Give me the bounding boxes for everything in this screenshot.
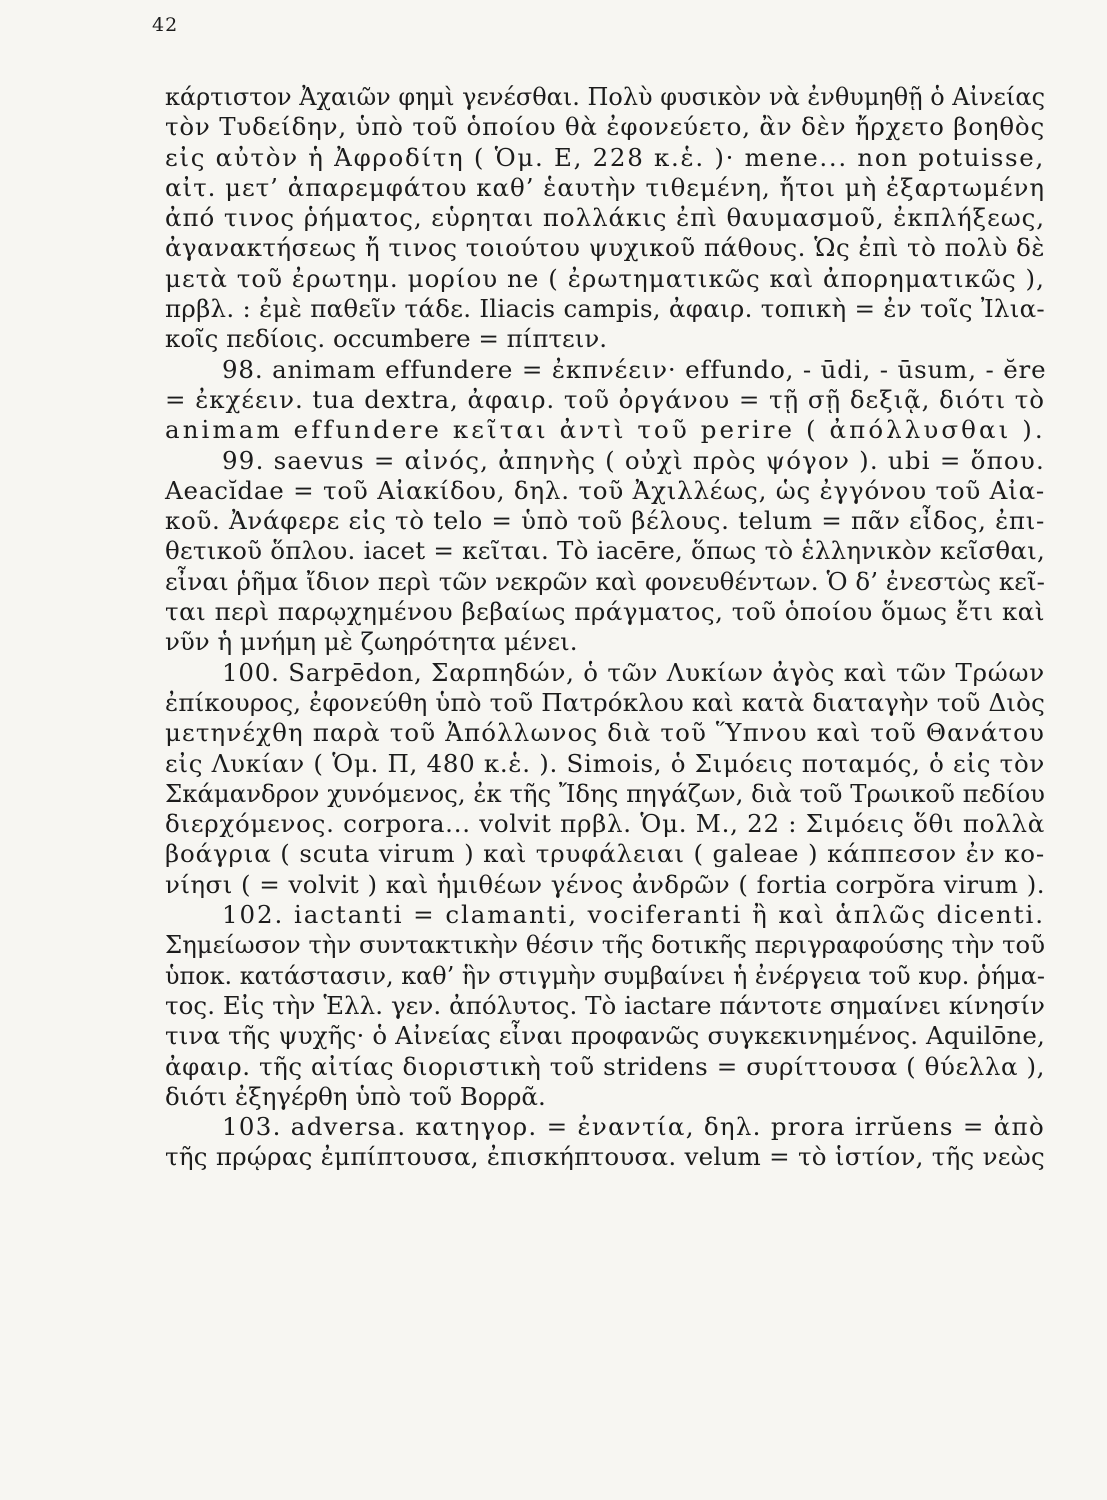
text-line: κάρτιστον Ἀχαιῶν φημὶ γενέσθαι. Πολὺ φυσικὸν νὰ ἐνθυμηθῇ ὁ Αἰνείας	[165, 82, 1045, 111]
text-line: τὸν Τυδείδην, ὑπὸ τοῦ ὁποίου θὰ ἐφονεύετο, ἂν δὲν ἤρχετο βοηθὸς	[165, 112, 1045, 142]
text-line: τῆς πρῴρας ἐμπίπτουσα, ἐπισκήπτουσα. velum = τὸ ἱστίον, τῆς νεὼς	[165, 1142, 1045, 1172]
text-line: νίησι ( = volvit ) καὶ ἡμιθέων γένος ἀνδρῶν ( fortia corpŏra virum ).	[165, 869, 1045, 899]
text-line: κοῖς πεδίοις. occumbere = πίπτειν.	[165, 324, 608, 354]
text-line: διερχόμενος. corpora... volvit πρβλ. Ὁμ. Μ., 22 : Σιμόεις ὅθι πολλὰ	[165, 809, 1045, 839]
text-line: εἶναι ῥῆμα ἴδιον περὶ τῶν νεκρῶν καὶ φονευθέντων. Ὁ δ’ ἐνεστὼς κεῖ-	[165, 566, 1045, 596]
text-line: εἰς αὐτὸν ἡ Ἀφροδίτη ( Ὁμ. Ε, 228 κ.ἑ. )· mene... non potuisse,	[165, 142, 1045, 172]
text-line: μετηνέχθη παρὰ τοῦ Ἀπόλλωνος διὰ τοῦ Ὕπνου καὶ τοῦ Θανάτου	[165, 718, 1045, 748]
text-line: Σημείωσον τὴν συντακτικὴν θέσιν τῆς δοτικῆς περιγραφούσης τὴν τοῦ	[165, 930, 1045, 960]
text-line: ὑποκ. κατάστασιν, καθ’ ἣν στιγμὴν συμβαίνει ἡ ἐνέργεια τοῦ κυρ. ῥήμα-	[165, 960, 1045, 990]
text-line: Aeacĭdae = τοῦ Αἰακίδου, δηλ. τοῦ Ἀχιλλέως, ὡς ἐγγόνου τοῦ Αἰα-	[165, 475, 1045, 505]
paragraph-start-line: 100. Sarpēdon, Σαρπηδών, ὁ τῶν Λυκίων ἀγὸς καὶ τῶν Τρώων	[222, 657, 1045, 687]
page-number: 42	[152, 14, 179, 36]
text-line: θετικοῦ ὅπλου. iacet = κεῖται. Τὸ iacēre, ὅπως τὸ ἑλληνικὸν κεῖσθαι,	[165, 536, 1045, 566]
text-line: ἀφαιρ. τῆς αἰτίας διοριστικὴ τοῦ stridens = συρίττουσα ( θύελλα ),	[165, 1051, 1045, 1081]
paragraph-start-line: 102. iactanti = clamanti, vociferanti ἢ καὶ ἁπλῶς dicenti.	[222, 900, 1045, 930]
paragraph-start-line: 98. animam effundere = ἐκπνέειν· effundo, - ūdi, - ūsum, - ĕre	[222, 354, 1047, 384]
text-line: εἰς Λυκίαν ( Ὁμ. Π, 480 κ.ἑ. ). Simois, ὁ Σιμόεις ποταμός, ὁ εἰς τὸν	[165, 748, 1045, 778]
text-line: τος. Εἰς τὴν Ἑλλ. γεν. ἀπόλυτος. Τὸ iactare πάντοτε σημαίνει κίνησίν	[165, 990, 1045, 1020]
text-line: animam effundere κεῖται ἀντὶ τοῦ perire ( ἀπόλλυσθαι ).	[165, 415, 1046, 445]
paragraph-start-line: 99. saevus = αἰνός, ἀπηνὴς ( οὐχὶ πρὸς ψόγον ). ubi = ὅπου.	[222, 445, 1045, 475]
paragraph-start-line: 103. adversa. κατηγορ. = ἐναντία, δηλ. prora irrŭens = ἀπὸ	[222, 1112, 1045, 1142]
text-line: βοάγρια ( scuta virum ) καὶ τρυφάλειαι ( galeae ) κάππεσον ἐν κο-	[165, 839, 1045, 869]
text-line: διότι ἐξηγέρθη ὑπὸ τοῦ Βορρᾶ.	[165, 1081, 546, 1111]
text-line: πρβλ. : ἐμὲ παθεῖν τάδε. Iliacis campis, ἀφαιρ. τοπικὴ = ἐν τοῖς Ἰλια-	[165, 294, 1045, 324]
text-line: = ἐκχέειν. tua dextra, ἀφαιρ. τοῦ ὀργάνου = τῇ σῇ δεξιᾷ, διότι τὸ	[165, 384, 1045, 414]
text-line: ται περὶ παρῳχημένου βεβαίως πράγματος, τοῦ ὁποίου ὅμως ἔτι καὶ	[165, 597, 1045, 627]
text-line: αἰτ. μετ’ ἀπαρεμφάτου καθ’ ἑαυτὴν τιθεμένη, ἤτοι μὴ ἐξαρτωμένη	[165, 172, 1045, 202]
text-line: νῦν ἡ μνήμη μὲ ζωηρότητα μένει.	[165, 627, 578, 657]
text-line: Σκάμανδρον χυνόμενος, ἐκ τῆς Ἴδης πηγάζων, διὰ τοῦ Τρωικοῦ πεδίου	[165, 778, 1045, 808]
text-line: τινα τῆς ψυχῆς· ὁ Αἰνείας εἶναι προφανῶς συγκεκινημένος. Aquilōne,	[165, 1021, 1045, 1051]
text-line: μετὰ τοῦ ἐρωτημ. μορίου ne ( ἐρωτηματικῶς καὶ ἀπορηματικῶς ),	[165, 263, 1045, 293]
text-line: ἐπίκουρος, ἐφονεύθη ὑπὸ τοῦ Πατρόκλου καὶ κατὰ διαταγὴν τοῦ Διὸς	[165, 687, 1045, 717]
text-line: ἀγανακτήσεως ἤ τινος τοιούτου ψυχικοῦ πάθους. Ὡς ἐπὶ τὸ πολὺ δὲ	[165, 233, 1045, 263]
commentary-text	[165, 82, 1045, 1173]
text-line: κοῦ. Ἀνάφερε εἰς τὸ telo = ὑπὸ τοῦ βέλους. telum = πᾶν εἶδος, ἐπι-	[165, 506, 1045, 536]
text-line: ἀπό τινος ῥήματος, εὑρηται πολλάκις ἐπὶ θαυμασμοῦ, ἐκπλήξεως,	[165, 203, 1045, 233]
